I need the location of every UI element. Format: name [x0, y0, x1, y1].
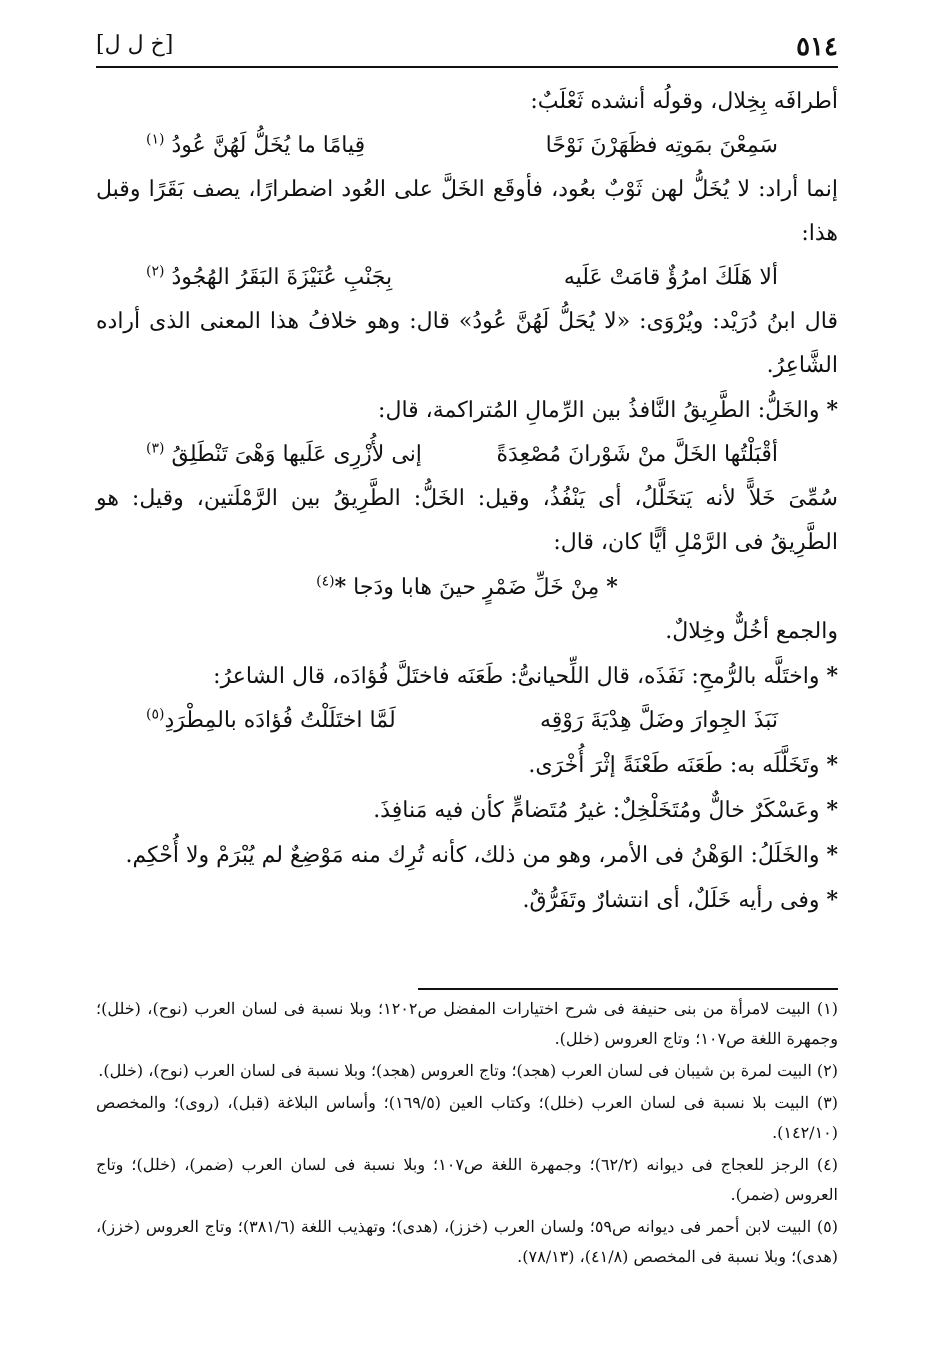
main-text — [96, 80, 838, 923]
text-line: سُمِّىَ خَلاًّ لأنه يَتخَلَّلُ، أى يَنْفُذُ، وقيل: الخَلُّ: الطَّرِيقُ بين الرَّمْلَتين، وقيل: هو الطَّرِيقُ فى الرَّمْلِ أيًّا كان، قال: — [96, 486, 838, 555]
footnote: (٤) الرجز للعجاج فى ديوانه (٦٢/٢)؛ وجمهرة اللغة ص١٠٧؛ وبلا نسبة فى لسان العرب (ضمر)، (خلل)؛ وتاج العروس (ضمر). — [96, 1155, 838, 1204]
entry-marker: * — [334, 574, 347, 600]
text-line: إنما أراد: لا يُخَلُّ لهن ثَوْبٌ بعُود، فأوقَع الخَلَّ على العُود اضطرارًا، يصف بَقَرًا وقبل هذا: — [96, 177, 838, 246]
footnote: (٥) البيت لابن أحمر فى ديوانه ص٥٩؛ ولسان العرب (خزز)، (هدى)؛ وتهذيب اللغة (٣٨١/٦)؛ وتاج العروس (خزز)، (هدى)؛ وبلا نسبة فى المخصص (٤١/٨)، (٧٨/١٣). — [96, 1217, 838, 1266]
verse-1 — [146, 124, 778, 168]
entry-marker: * — [826, 842, 838, 868]
verse-2 — [146, 256, 778, 300]
entry-marker: * — [826, 887, 838, 913]
verse-second-hemistich: بِجَنْبِ عُنَيْزَةَ البَقَرُ الهُجُودُ $^{(٢)}$ — [146, 263, 393, 290]
entry-marker: * — [606, 574, 618, 600]
footnote: (١) البيت لامرأة من بنى حنيفة فى شرح اختيارات المفضل ص١٢٠٢؛ وبلا نسبة فى لسان العرب (نوح)، (خلل)؛ وجمهرة اللغة ص١٠٧؛ وتاج العروس (خلل). — [96, 999, 838, 1048]
entry-marker: * — [826, 797, 838, 823]
entry-line: * وعَسْكَرٌ خالٌّ ومُتَخَلْخِلٌ: غيرُ مُتَضامٍّ كأن فيه مَنافِذَ. — [373, 797, 838, 823]
page-header — [96, 30, 838, 64]
verse-first-hemistich: نَبَذَ الجِوارَ وضَلَّ هِدْيَةَ رَوْقِه — [540, 708, 778, 733]
entry-line: * وتَخَلَّلَه به: طَعَنَه طَعْنَةً إثْرَ أُخْرَى. — [528, 752, 838, 778]
footnote-divider — [418, 988, 838, 990]
text-line: والجمع أخُلٌّ وخِلالٌ. — [665, 619, 838, 644]
verse-4 — [146, 699, 778, 743]
rajaz-line: * مِنْ خَلِّ ضَمْرٍ حينَ هابا ودَجا *$^{(٤)}$ — [316, 573, 618, 600]
footnote-ref[interactable]: (٣) — [146, 440, 165, 457]
footnote-ref[interactable]: (٥) — [146, 706, 165, 723]
page-number: ٥١٤ — [796, 32, 838, 62]
footnote: (٢) البيت لمرة بن شيبان فى لسان العرب (هجد)؛ وتاج العروس (هجد)؛ وبلا نسبة فى لسان العرب (نوح)، (خلل). — [98, 1061, 838, 1080]
entry-marker: * — [826, 752, 838, 778]
text-line: أطرافَه بِخِلال، وقولُه أنشده ثَعْلَبٌ: — [530, 89, 838, 114]
footnote: (٣) البيت بلا نسبة فى لسان العرب (خلل)؛ وكتاب العين (١٦٩/٥)؛ وأساس البلاغة (قبل)، (روى)؛ والمخصص (١٤٢/١٠). — [96, 1093, 838, 1142]
footnote-ref[interactable]: (١) — [146, 131, 165, 148]
verse-first-hemistich: سَمِعْنَ بمَوتِه فظَهَرْنَ نَوْحًا — [545, 133, 778, 158]
verse-3 — [146, 433, 778, 477]
entry-line: * وفى رأيه خَلَلٌ، أى انتشارٌ وتَفَرُّقٌ. — [522, 887, 838, 913]
footnotes — [96, 994, 838, 1274]
entry-line: * واختَلَّه بالرُّمحِ: نَفَذَه، قال اللِّحيانىُّ: طَعَنَه فاختَلَّ فُؤادَه، قال الشاعرُ: — [213, 663, 838, 689]
footnote-ref[interactable]: (٢) — [146, 263, 165, 280]
entry-marker: * — [826, 397, 838, 423]
footnote-ref[interactable]: (٤) — [316, 573, 335, 590]
verse-first-hemistich: أقْبَلْتُها الخَلَّ منْ شَوْرانَ مُصْعِدَةً — [496, 442, 778, 467]
entry-line: * والخَلَلُ: الوَهْنُ فى الأمر، وهو من ذلك، كأنه تُرِك منه مَوْضِعٌ لم يُبْرَمْ ولا أُحْكِم. — [125, 842, 838, 868]
header-divider — [96, 66, 838, 68]
entry-marker: * — [826, 663, 838, 689]
root-letters: [خ ل ل] — [96, 32, 174, 57]
verse-first-hemistich: ألا هَلَكَ امرُؤٌ قامَتْ عَلَيه — [563, 265, 778, 290]
verse-second-hemistich: إنى لأُزْرِى عَلَيها وَهْىَ تَنْطَلِقُ $^{(٣)}$ — [146, 440, 422, 467]
text-line: قال ابنُ دُرَيْد: ويُرْوَى: «لا يُحَلُّ لَهُنَّ عُودُ» قال: وهو خلافُ هذا المعنى الذى أراده الشَّاعِرُ. — [96, 309, 838, 378]
verse-second-hemistich: لَمَّا اختَلَلْتُ فُؤادَه بالمِطْرَدِ$^{(٥)}$ — [146, 706, 396, 733]
verse-second-hemistich: قِيامًا ما يُخَلُّ لَهُنَّ عُودُ $^{(١)}$ — [146, 131, 366, 158]
entry-line: * والخَلُّ: الطَّرِيقُ النَّافذُ بين الرِّمالِ المُتراكمة، قال: — [378, 397, 838, 423]
